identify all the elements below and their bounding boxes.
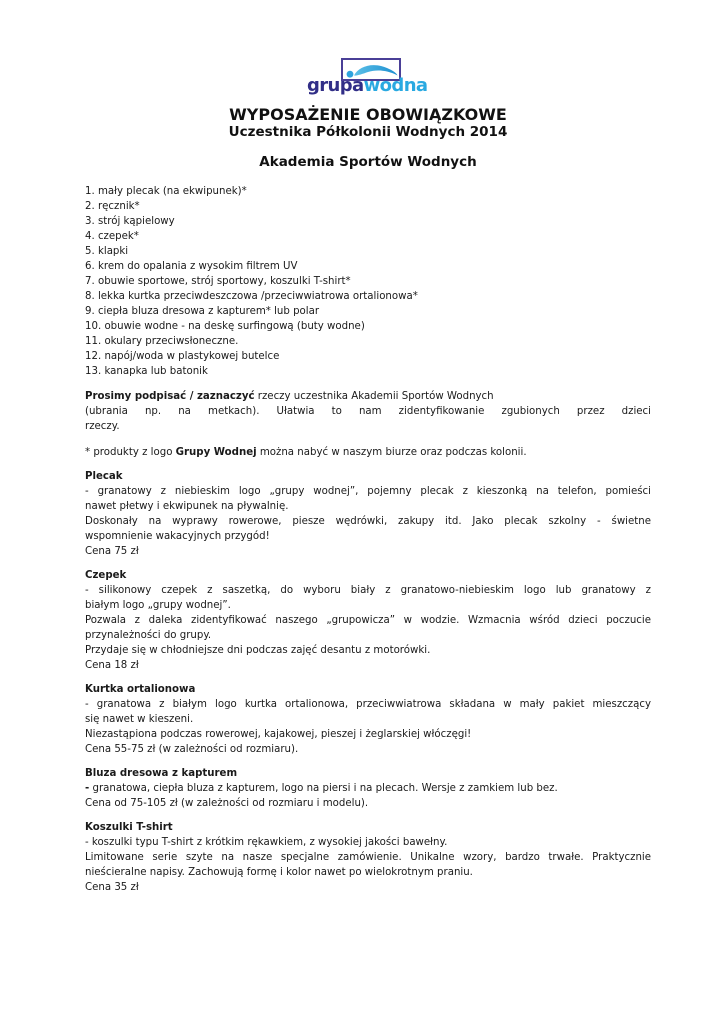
section-line: Niezastąpiona podczas rowerowej, kajakowej, pieszej i żeglarskiej włóczęgi! [85,729,472,740]
section-line: przynależności do grupy. [85,630,212,641]
doc-title: WYPOSAŻENIE OBOWIĄZKOWE [229,105,507,124]
section-line: nawet płetwy i ekwipunek na pływalnię. [85,501,289,512]
section-kurtka-ortalionowa [85,682,651,757]
section-line: Pozwala z daleka zidentyfikować naszego „grupowicza” w wodzie. Wzmacnia wśród dzieci poczucie [85,615,651,626]
section-line: - granatowy z niebieskim logo „grupy wodnej”, pojemny plecak z kieszonką na telefon, pomieści [85,486,651,497]
section-line: Cena od 75-105 zł (w zależności od rozmiaru i modelu). [85,798,369,809]
section-title: Koszulki T-shirt [85,822,173,833]
doc-subtitle: Uczestnika Półkolonii Wodnych 2014 [228,124,508,140]
section-plecak [85,469,651,559]
logo-wordmark [307,75,427,97]
section-line: Przydaje się w chłodniejsze dni podczas zajęć desantu z motorówki. [85,645,431,656]
program-title: Akademia Sportów Wodnych [259,154,477,170]
logo-text-wodna: wodna [363,75,428,96]
section-line: - silikonowy czepek z saszetką, do wyboru biały z granatowo-niebieskim logo lub granatowy z [85,585,651,596]
note-line: rzeczy. [85,421,120,432]
asterisk-line: * produkty z logo Grupy Wodnej można nabyć w naszym biurze oraz podczas kolonii. [85,447,527,458]
equipment-item: 9. ciepła bluza dresowa z kapturem* lub polar [85,306,320,317]
equipment-item: 1. mały plecak (na ekwipunek)* [85,186,247,197]
equipment-item: 2. ręcznik* [85,201,140,212]
equipment-list [85,184,651,379]
note-line: (ubrania np. na metkach). Ułatwia to nam zidentyfikowanie zgubionych przez dzieci [85,406,651,417]
section-czepek [85,568,651,673]
section-line: Cena 18 zł [85,660,139,671]
note-line: Prosimy podpisać / zaznaczyć rzeczy uczestnika Akademii Sportów Wodnych [85,391,494,402]
equipment-item: 4. czepek* [85,231,139,242]
section-title: Kurtka ortalionowa [85,684,196,695]
section-line: Cena 55-75 zł (w zależności od rozmiaru). [85,744,299,755]
equipment-item: 5. klapki [85,246,129,257]
logo-text-grupa: grupa [307,75,364,96]
section-line: się nawet w kieszeni. [85,714,194,725]
equipment-item: 13. kanapka lub batonik [85,366,208,377]
section-line: Cena 35 zł [85,882,139,893]
product-sections [85,469,651,895]
grupa-wodna-logo [307,58,429,95]
section-line: Doskonały na wyprawy rowerowe, piesze wędrówki, zakupy itd. Jako plecak szkolny - świetne [85,516,651,527]
section-line: nieścieralne napisy. Zachowują formę i kolor nawet po wielokrotnym praniu. [85,867,473,878]
equipment-item: 8. lekka kurtka przeciwdeszczowa /przeciwwiatrowa ortalionowa* [85,291,418,302]
section-line: - granatowa z białym logo kurtka ortalionowa, przeciwwiatrowa składana w mały pakiet mieszczący [85,699,651,710]
equipment-item: 7. obuwie sportowe, strój sportowy, koszulki T-shirt* [85,276,351,287]
section-bluza-dresowa [85,766,651,811]
note-paragraph [85,389,651,434]
equipment-item: 10. obuwie wodne - na deskę surfingową (buty wodne) [85,321,365,332]
section-line: wspomnienie wakacyjnych przygód! [85,531,270,542]
section-line: Limitowane serie szyte na nasze specjalne zamówienie. Unikalne wzory, bardzo trwałe. Praktycznie [85,852,651,863]
equipment-item: 12. napój/woda w plastykowej butelce [85,351,280,362]
section-line: - koszulki typu T-shirt z krótkim rękawkiem, z wysokiej jakości bawełny. [85,837,448,848]
section-line: Cena 75 zł [85,546,139,557]
equipment-item: 11. okulary przeciwsłoneczne. [85,336,239,347]
section-title: Plecak [85,471,123,482]
section-koszulki-t-shirt [85,820,651,895]
section-title: Bluza dresowa z kapturem [85,768,238,779]
section-line: - granatowa, ciepła bluza z kapturem, logo na piersi i na plecach. Wersje z zamkiem lub bez. [85,783,558,794]
section-line: białym logo „grupy wodnej”. [85,600,231,611]
asterisk-note [85,445,651,460]
equipment-item: 6. krem do opalania z wysokim filtrem UV [85,261,298,272]
section-title: Czepek [85,570,127,581]
equipment-item: 3. strój kąpielowy [85,216,175,227]
